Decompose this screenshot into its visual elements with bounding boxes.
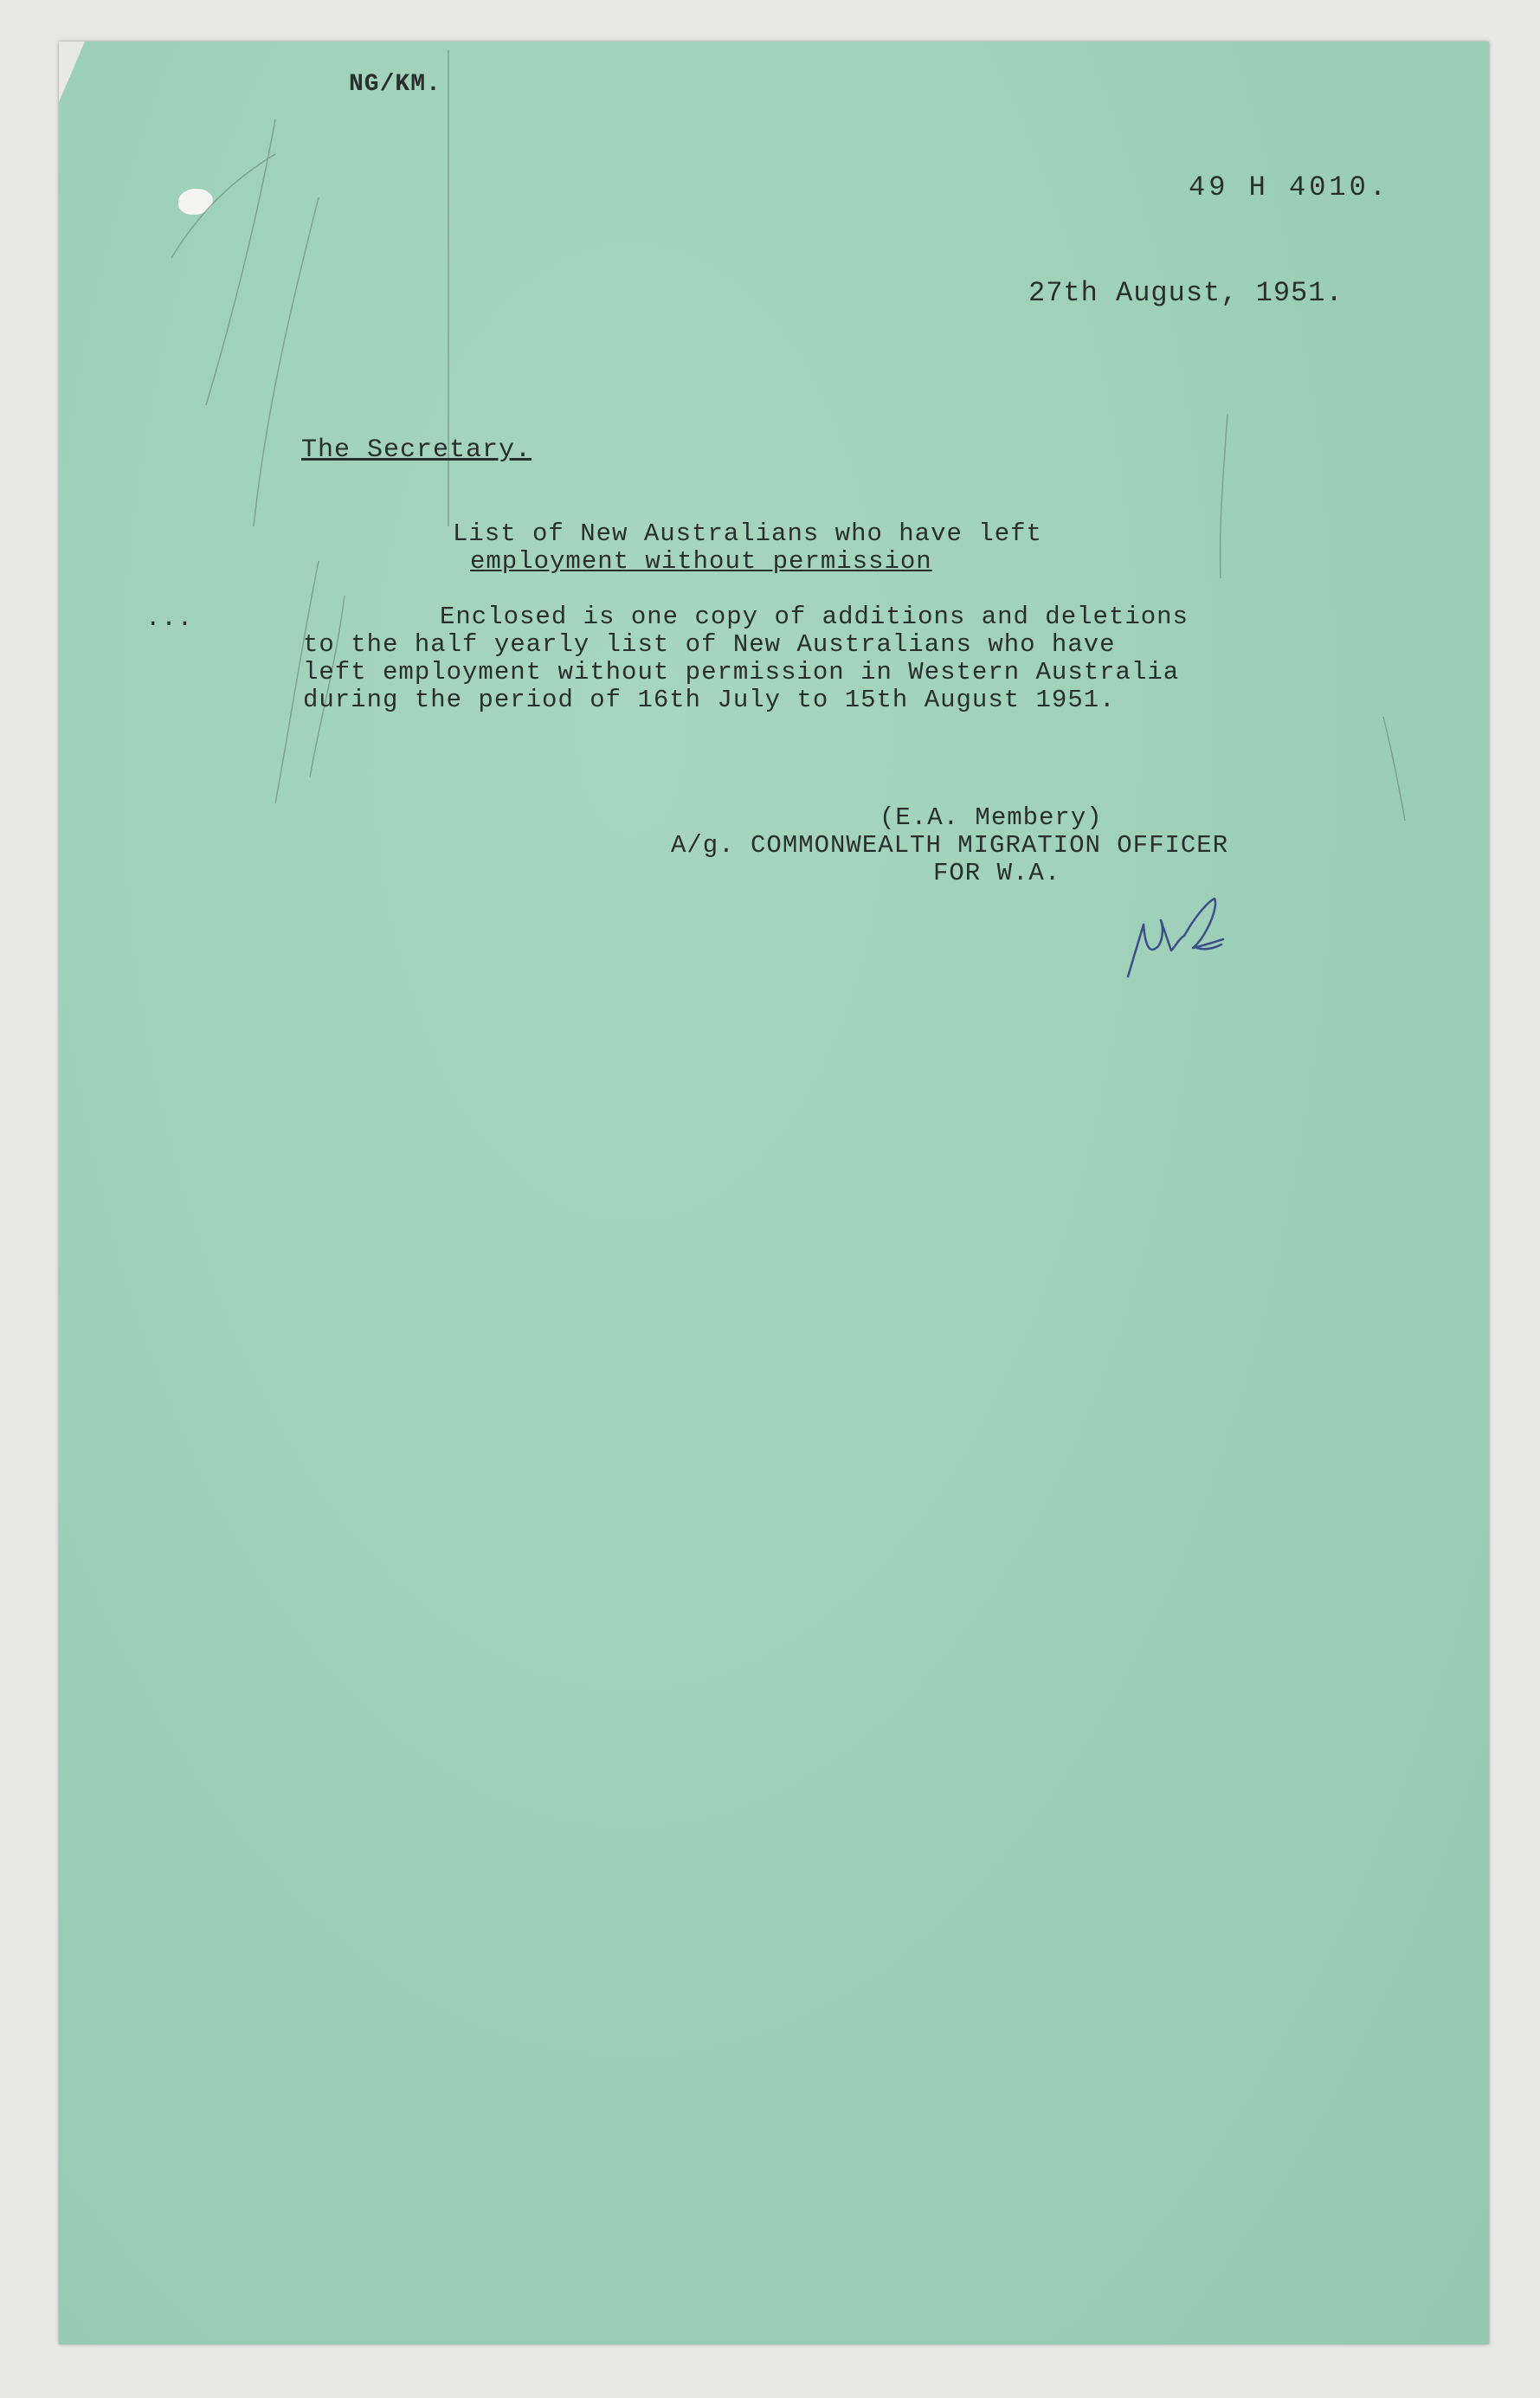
file-number: 49 H 4010. [1189, 171, 1390, 203]
letter-date: 27th August, 1951. [1028, 277, 1343, 309]
subject-line-1: List of New Australians who have left [453, 519, 1042, 548]
addressee: The Secretary. [301, 435, 532, 465]
body-line: left employment without permission in Western Australia [303, 658, 1180, 687]
body-line: Enclosed is one copy of additions and deletions [440, 603, 1189, 631]
body-line: to the half yearly list of New Australians who have [303, 630, 1116, 659]
signatory-name: (E.A. Membery) [880, 803, 1103, 832]
folded-corner [59, 42, 85, 102]
reference-initials: NG/KM. [349, 71, 441, 98]
subject-line-2: employment without permission [470, 547, 932, 576]
signatory-title: A/g. COMMONWEALTH MIGRATION OFFICER [671, 831, 1229, 860]
body-line: during the period of 16th July to 15th August 1951. [303, 686, 1116, 714]
pencil-marks [59, 42, 1489, 2344]
handwritten-initials-icon [1111, 886, 1240, 981]
enclosure-marker: ... [145, 604, 194, 633]
signatory-location: FOR W.A. [933, 859, 1061, 887]
letter-sheet [59, 42, 1489, 2344]
punch-hole [178, 189, 213, 215]
